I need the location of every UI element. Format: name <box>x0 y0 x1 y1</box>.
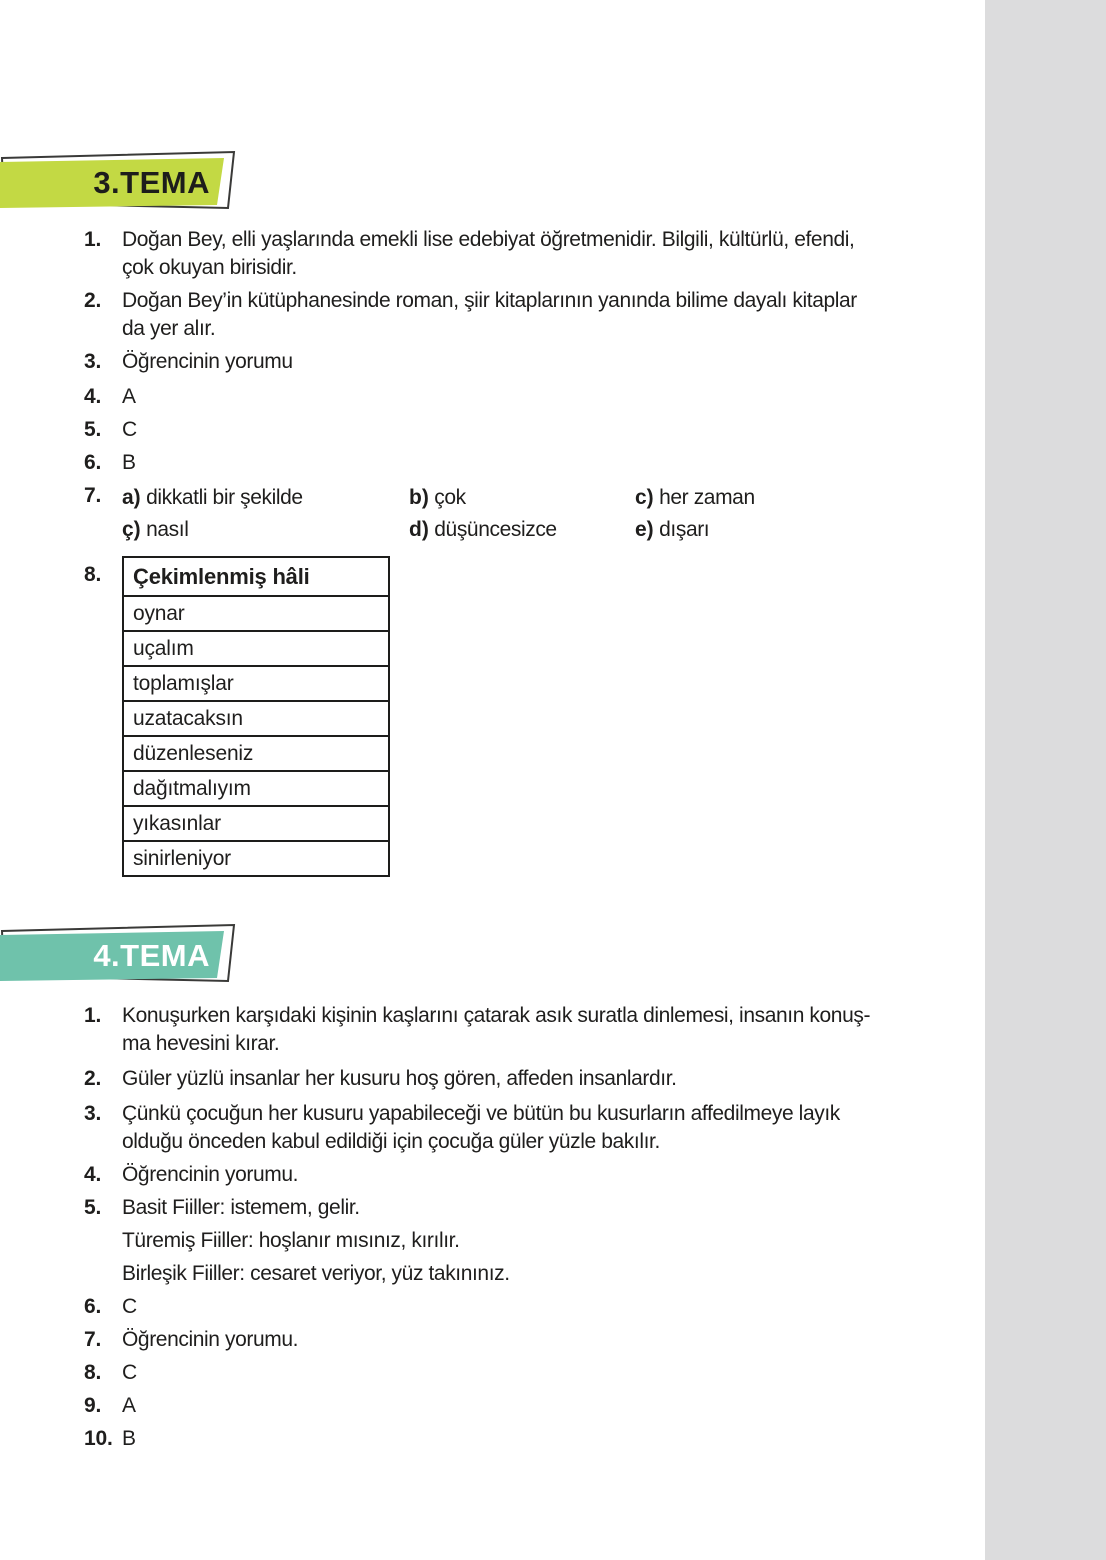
table-row <box>123 771 389 806</box>
list-item <box>84 1002 985 1058</box>
item-number: 10. <box>84 1427 113 1450</box>
item-number: 4. <box>84 385 102 408</box>
table-row <box>123 806 389 841</box>
table-header-cell: Çekimlenmiş hâli <box>123 557 389 596</box>
table-row <box>123 596 389 631</box>
table-row <box>123 666 389 701</box>
list-item <box>84 348 985 376</box>
item-text <box>122 226 970 282</box>
text-line: Doğan Bey’in kütüphanesinde roman, şiir kitaplarının yanında bilime dayalı kitaplar <box>122 289 857 312</box>
tema3-banner <box>0 150 985 214</box>
list-item <box>84 1161 985 1189</box>
item-text: Öğrencinin yorumu <box>122 350 293 373</box>
list-item <box>84 1100 985 1156</box>
text-line: ma hevesini kırar. <box>122 1032 280 1055</box>
option <box>409 514 635 546</box>
tema4-banner-graphic <box>0 923 238 987</box>
option-letter: ç) <box>122 518 141 541</box>
item-text: B <box>122 1427 136 1450</box>
item-text <box>122 287 970 343</box>
item-number: 6. <box>84 451 102 474</box>
option-letter: b) <box>409 486 429 509</box>
item-text: A <box>122 385 136 408</box>
table-row <box>123 736 389 771</box>
table-row <box>123 841 389 876</box>
tema4-banner <box>0 923 985 987</box>
item-number: 1. <box>84 228 102 251</box>
tema3-answer-list <box>0 226 985 877</box>
text-line: Türemiş Fiiller: hoşlanır mısınız, kırılır. <box>122 1229 460 1252</box>
conjugation-table <box>122 556 390 877</box>
table-cell: oynar <box>123 596 389 631</box>
option-text: düşüncesizce <box>434 518 557 541</box>
option <box>122 514 409 546</box>
item-number: 7. <box>84 1328 102 1351</box>
table-cell: düzenleseniz <box>123 736 389 771</box>
item-text <box>122 1100 970 1156</box>
table-row <box>123 557 389 596</box>
list-item <box>84 1425 985 1453</box>
item-text: C <box>122 1295 137 1318</box>
item-number: 4. <box>84 1163 102 1186</box>
item-text: B <box>122 451 136 474</box>
option <box>635 482 970 514</box>
table-cell: sinirleniyor <box>123 841 389 876</box>
table-cell: uzatacaksın <box>123 701 389 736</box>
table-cell: yıkasınlar <box>123 806 389 841</box>
table-row <box>123 701 389 736</box>
option <box>635 514 970 546</box>
item-number: 8. <box>84 1361 102 1384</box>
item-text: A <box>122 1394 136 1417</box>
item-options <box>122 482 970 546</box>
item-text: C <box>122 1361 137 1384</box>
option-letter: d) <box>409 518 429 541</box>
list-item <box>84 1326 985 1354</box>
item-number: 1. <box>84 1004 102 1027</box>
table-cell: toplamışlar <box>123 666 389 701</box>
item-number: 2. <box>84 289 102 312</box>
option <box>409 482 635 514</box>
list-item <box>84 287 985 343</box>
item-number: 6. <box>84 1295 102 1318</box>
option-letter: a) <box>122 486 141 509</box>
text-line: Basit Fiiller: istemem, gelir. <box>122 1196 360 1219</box>
item-text: C <box>122 418 137 441</box>
text-line: da yer alır. <box>122 317 216 340</box>
text-line: Doğan Bey, elli yaşlarında emekli lise edebiyat öğretmenidir. Bilgili, kültürlü, efendi, <box>122 228 855 251</box>
item-table-body <box>122 556 970 877</box>
item-number: 2. <box>84 1067 102 1090</box>
list-item <box>84 416 985 444</box>
item-number: 5. <box>84 1196 102 1219</box>
item-number: 3. <box>84 350 102 373</box>
item-number: 7. <box>84 484 102 507</box>
list-item <box>84 556 985 877</box>
text-line: olduğu önceden kabul edildiği için çocuğa güler yüzle bakılır. <box>122 1130 660 1153</box>
option-text: nasıl <box>146 518 189 541</box>
list-item <box>84 449 985 477</box>
list-item <box>84 383 985 411</box>
list-item <box>84 1359 985 1387</box>
item-number: 8. <box>84 563 102 586</box>
list-item <box>84 482 985 546</box>
options-grid <box>122 482 970 546</box>
tema3-banner-graphic <box>0 150 238 214</box>
list-item <box>84 1392 985 1420</box>
option-letter: c) <box>635 486 654 509</box>
tema4-banner-label: 4.TEMA <box>93 938 210 973</box>
item-text <box>122 1194 970 1288</box>
option-text: her zaman <box>659 486 755 509</box>
table-cell: dağıtmalıyım <box>123 771 389 806</box>
option-text: dikkatli bir şekilde <box>146 486 303 509</box>
item-text <box>122 1002 970 1058</box>
list-item <box>84 1194 985 1288</box>
item-number: 9. <box>84 1394 102 1417</box>
item-text: Öğrencinin yorumu. <box>122 1163 299 1186</box>
text-line: çok okuyan birisidir. <box>122 256 297 279</box>
right-margin-strip <box>985 0 1106 1560</box>
table-cell: uçalım <box>123 631 389 666</box>
item-number: 3. <box>84 1102 102 1125</box>
option-text: dışarı <box>659 518 710 541</box>
item-text: Güler yüzlü insanlar her kusuru hoş gören, affeden insanlardır. <box>122 1067 677 1090</box>
text-line: Birleşik Fiiller: cesaret veriyor, yüz takınınız. <box>122 1262 510 1285</box>
item-text: Öğrencinin yorumu. <box>122 1328 299 1351</box>
item-number: 5. <box>84 418 102 441</box>
text-line: Konuşurken karşıdaki kişinin kaşlarını çatarak asık suratla dinlemesi, insanın konuş- <box>122 1004 871 1027</box>
list-item <box>84 1293 985 1321</box>
option-letter: e) <box>635 518 654 541</box>
tema4-answer-list <box>0 1002 985 1453</box>
option <box>122 482 409 514</box>
list-item <box>84 1065 985 1093</box>
list-item <box>84 226 985 282</box>
option-text: çok <box>434 486 466 509</box>
tema3-banner-label: 3.TEMA <box>93 165 210 200</box>
text-line: Çünkü çocuğun her kusuru yapabileceği ve bütün bu kusurların affedilmeye layık <box>122 1102 840 1125</box>
table-row <box>123 631 389 666</box>
